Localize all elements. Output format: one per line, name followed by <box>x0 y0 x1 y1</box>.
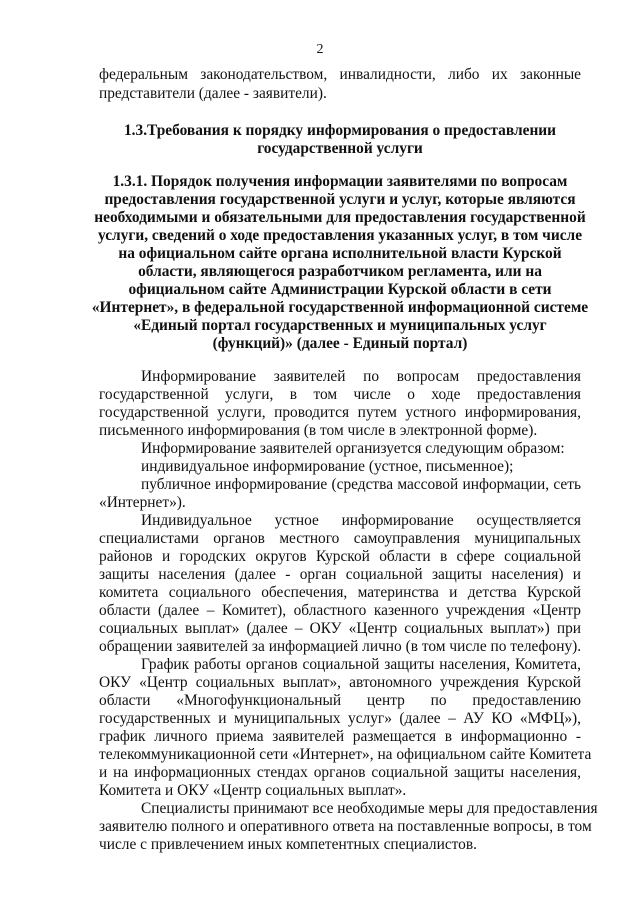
text-line: государственной услуги, проводится путем устного информирования, <box>99 404 581 421</box>
text-line: защиты населения (далее - орган социальной защиты населения) и <box>99 566 581 583</box>
subsection-heading: на официальном сайте органа исполнительной власти Курской <box>118 245 562 262</box>
text-line: числе с привлечением иных компетентных специалистов. <box>99 836 477 853</box>
text-line: обращении заявителей за информацией лично (в том числе по телефону). <box>99 638 582 655</box>
text-line: районов и городских округов Курской области в сфере социальной <box>99 548 581 565</box>
text-line: социальных выплат» (далее – ОКУ «Центр социальных выплат») при <box>99 620 581 637</box>
section-heading: 1.3.Требования к порядку информирования о предоставлении <box>123 122 557 139</box>
section-heading: государственной услуги <box>257 140 423 157</box>
text-line: государственной услуги, в том числе о ходе предоставления <box>99 386 581 403</box>
text-line: Специалисты принимают все необходимые меры для предоставления <box>141 800 598 817</box>
text-line: телекоммуникационной сети «Интернет», на официальном сайте Комитета <box>99 746 592 763</box>
text-line: заявителю полного и оперативного ответа на поставленные вопросы, в том <box>99 818 592 835</box>
subsection-heading: «Единый портал государственных и муниципальных услуг <box>133 317 547 334</box>
text-line: комитета социального обеспечения, материнства и детства Курской <box>99 584 581 601</box>
text-line: индивидуальное информирование (устное, письменное); <box>141 458 514 475</box>
text-line: Информирование заявителей организуется следующим образом: <box>141 440 565 457</box>
text-line: специалистами органов местного самоуправления муниципальных <box>99 530 581 547</box>
subsection-heading: услуги, сведений о ходе предоставления указанных услуг, в том числе <box>97 227 583 244</box>
subsection-heading: предоставления государственной услуги и услуг, которые являются <box>104 191 576 208</box>
subsection-heading: официальном сайте Администрации Курской области в сети <box>128 281 552 298</box>
text-line: «Интернет»). <box>99 494 186 511</box>
text-line: области «Многофункциональный центр по предоставлению <box>99 692 581 709</box>
text-line: и на информационных стендах органов социальной защиты населения, <box>99 764 581 781</box>
text-line: График работы органов социальной защиты населения, Комитета, <box>141 656 581 673</box>
text-line: ОКУ «Центр социальных выплат», автономного учреждения Курской <box>99 674 581 691</box>
subsection-heading: 1.3.1. Порядок получения информации заявителями по вопросам <box>112 173 568 190</box>
text-line: публичное информирование (средства массовой информации, сеть <box>141 476 581 493</box>
text-line: письменного информирования (в том числе в электронной форме). <box>99 422 538 439</box>
text-line: Индивидуальное устное информирование осуществляется <box>141 512 581 529</box>
text-line: Комитета и ОКУ «Центр социальных выплат». <box>99 782 407 799</box>
subsection-heading: (функций)» (далее - Единый портал) <box>212 335 468 352</box>
text-line: график личного приема заявителей размещается в информационно - <box>99 728 581 745</box>
subsection-heading: необходимыми и обязательными для предоставления государственной <box>94 209 586 226</box>
text-line: федеральным законодательством, инвалидности, либо их законные <box>99 66 581 83</box>
text-line: представители (далее - заявители). <box>99 85 327 102</box>
page-number: 2 <box>316 42 324 57</box>
text-line: Информирование заявителей по вопросам предоставления <box>141 368 581 385</box>
subsection-heading: «Интернет», в федеральной государственной информационной системе <box>91 299 589 316</box>
text-line: государственных и муниципальных услуг» (далее – АУ КО «МФЦ»), <box>99 710 581 727</box>
text-line: области (далее – Комитет), областного казенного учреждения «Центр <box>99 602 581 619</box>
subsection-heading: области, являющегося разработчиком регламента, или на <box>138 263 542 280</box>
